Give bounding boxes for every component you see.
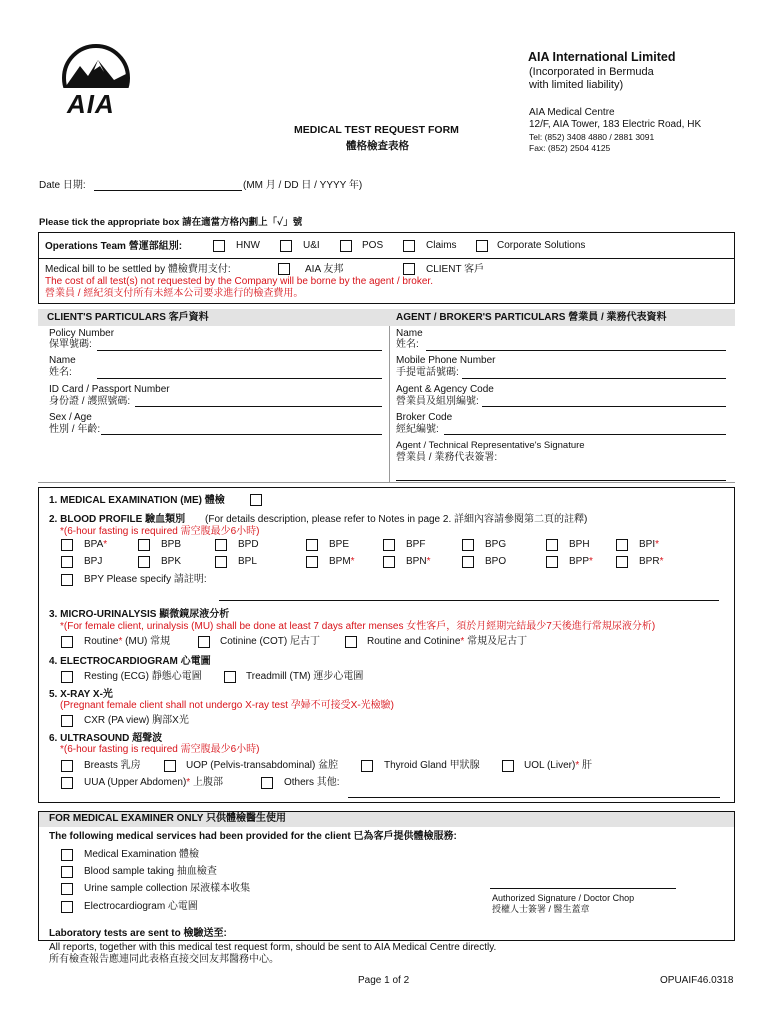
bp-bpg-checkbox[interactable]: [462, 539, 474, 551]
agent-code-field[interactable]: [482, 406, 726, 407]
svc-blood-label: Blood sample taking 抽血檢查: [84, 866, 217, 877]
ecg-resting-label: Resting (ECG) 靜態心電圖: [84, 671, 202, 682]
client-sex-label: Sex / Age: [49, 412, 92, 423]
instruction: Please tick the appropriate box 請在適當方格內劃上「✓」號: [39, 217, 303, 228]
bill-label: Medical bill to be settled by 體檢費用支付:: [45, 264, 231, 275]
mu-rc-checkbox[interactable]: [345, 636, 357, 648]
doctor-signature-label: Authorized Signature / Doctor Chop: [492, 893, 635, 903]
bill-note-en: The cost of all test(s) not requested by the Company will be borne by the agent / broker.: [45, 276, 433, 287]
bp-star: *: [350, 556, 355, 567]
bp-bpl-checkbox[interactable]: [215, 556, 227, 568]
bp-code: BPJ: [84, 556, 103, 567]
bp-code: BPH: [569, 539, 590, 550]
us-uua-star: *: [186, 777, 191, 788]
form-title-zh: 體格檢查表格: [346, 140, 409, 152]
svc-urine-label: Urine sample collection 尿液樣本收集: [84, 883, 251, 894]
bp-bpa-checkbox[interactable]: [61, 539, 73, 551]
centre-name: AIA Medical Centre: [529, 107, 615, 118]
reports-zh: 所有檢查報告應連同此表格直接交回友邦醫務中心。: [49, 954, 279, 965]
us-others-field[interactable]: [348, 797, 720, 798]
mu-cotinine-checkbox[interactable]: [198, 636, 210, 648]
ecg-resting-checkbox[interactable]: [61, 671, 73, 683]
bp-bpo-checkbox[interactable]: [462, 556, 474, 568]
client-heading: CLIENT'S PARTICULARS 客戶資料: [47, 312, 209, 323]
us-uua-text: UUA (Upper Abdomen): [84, 777, 187, 788]
bp-bpe-label: [329, 539, 349, 551]
bp-code: BPI: [639, 539, 656, 550]
mu-note: *(For female client, urinalysis (MU) shall be done at least 7 days after menses 女性客戶，須於月經期完結最少7天後進行常規尿液分析): [60, 621, 656, 632]
client-policy-label-zh: 保單號碼:: [49, 339, 92, 350]
client-id-label-zh: 身份證 / 護照號碼:: [49, 396, 131, 407]
bp-title: 2. BLOOD PROFILE 驗血類別: [49, 514, 186, 525]
ops-corporate-label: Corporate Solutions: [497, 240, 586, 251]
xray-note: (Pregnant female client shall not undergo X-ray test 孕婦不可接受X-光檢驗): [60, 700, 395, 711]
us-uol-text: UOL (Liver): [524, 760, 576, 771]
bp-bpn-label: [406, 556, 430, 568]
bp-star: *: [103, 539, 108, 550]
bp-bpf-checkbox[interactable]: [383, 539, 395, 551]
examiner-provided: The following medical services had been provided for the client 已為客戶提供體檢服務:: [49, 831, 457, 842]
client-sex-label-zh: 性別 / 年齡:: [49, 424, 101, 435]
bpy-field[interactable]: [219, 600, 719, 601]
client-name-label: Name: [49, 355, 76, 366]
centre-fax: Fax: (852) 2504 4125: [529, 143, 611, 153]
bp-bpr-label: [639, 556, 663, 568]
lab-label: Laboratory tests are sent to 檢驗送至:: [49, 928, 227, 939]
particulars-divider: [389, 326, 390, 482]
reports-en: All reports, together with this medical test request form, should be sent to AIA Medical Centre directly.: [49, 942, 497, 953]
ops-pos-label: POS: [362, 240, 384, 251]
client-policy-label: Policy Number: [49, 328, 115, 339]
bp-bpn-checkbox[interactable]: [383, 556, 395, 568]
ops-ui-checkbox[interactable]: [280, 240, 292, 252]
us-uol-checkbox[interactable]: [502, 760, 514, 772]
bp-bpj-checkbox[interactable]: [61, 556, 73, 568]
agent-name-label-zh: 姓名:: [396, 339, 419, 350]
me-checkbox[interactable]: [250, 494, 262, 506]
company-name: AIA International Limited: [528, 50, 676, 64]
agent-heading: AGENT / BROKER'S PARTICULARS 營業員 / 業務代表資料: [396, 312, 667, 323]
client-id-label: ID Card / Passport Number: [49, 384, 170, 395]
bp-bph-label: [569, 539, 590, 551]
agent-name-label: Name: [396, 328, 423, 339]
lab-field[interactable]: [264, 940, 716, 941]
date-format: (MM 月 / DD 日 / YYYY 年): [243, 180, 363, 191]
mu-rc-tail: 常規及尼古丁: [464, 636, 528, 647]
bp-code: BPA: [84, 539, 104, 550]
centre-address: 12/F, AIA Tower, 183 Electric Road, HK: [529, 119, 702, 130]
bp-bpi-checkbox[interactable]: [616, 539, 628, 551]
broker-code-label: Broker Code: [396, 412, 453, 423]
form-code: OPUAIF46.0318: [660, 975, 734, 986]
bp-bpk-label: [161, 556, 181, 568]
bp-code: BPO: [485, 556, 507, 567]
us-uol-star: *: [575, 760, 580, 771]
bp-bpg-label: [485, 539, 506, 551]
aia-logo: [58, 44, 134, 120]
bp-bpm-checkbox[interactable]: [306, 556, 318, 568]
ops-hnw-label: HNW: [236, 240, 260, 251]
form-title: MEDICAL TEST REQUEST FORM: [294, 124, 459, 136]
svc-blood-checkbox[interactable]: [61, 866, 73, 878]
bill-aia-label: AIA 友邦: [305, 264, 344, 275]
svc-urine-checkbox[interactable]: [61, 883, 73, 895]
bp-bpd-label: [238, 539, 259, 551]
bill-aia-checkbox[interactable]: [278, 263, 290, 275]
operations-label: Operations Team 營運部組別:: [45, 241, 183, 252]
broker-code-field[interactable]: [444, 434, 726, 435]
bp-bpm-label: [329, 556, 355, 568]
ecg-treadmill-checkbox[interactable]: [224, 671, 236, 683]
bp-bpb-checkbox[interactable]: [138, 539, 150, 551]
bp-bpr-checkbox[interactable]: [616, 556, 628, 568]
bp-code: BPR: [639, 556, 660, 567]
ecg-treadmill-label: Treadmill (TM) 運步心電圖: [246, 671, 364, 682]
bp-code: BPP: [569, 556, 590, 567]
ecg-title: 4. ELECTROCARDIOGRAM 心電圖: [49, 656, 211, 667]
bpy-checkbox[interactable]: [61, 574, 73, 586]
bp-code: BPM: [329, 556, 351, 567]
us-fasting-note: *(6-hour fasting is required 需空腹最少6小時): [60, 744, 260, 755]
date-field[interactable]: [94, 190, 242, 191]
us-others-label: Others 其他:: [284, 777, 340, 788]
me-title: 1. MEDICAL EXAMINATION (ME) 體檢: [49, 495, 225, 506]
client-sex-field[interactable]: [101, 434, 382, 435]
us-uol-label: [524, 760, 592, 772]
bp-bpi-label: [639, 539, 659, 551]
bp-bpd-checkbox[interactable]: [215, 539, 227, 551]
us-others-checkbox[interactable]: [261, 777, 273, 789]
agent-code-label-zh: 營業員及組別編號:: [396, 396, 479, 407]
bp-bpj-label: [84, 556, 102, 568]
us-thyroid-label: Thyroid Gland 甲狀腺: [384, 760, 480, 771]
xray-title: 5. X-RAY X-光: [49, 689, 113, 700]
bp-star: *: [659, 556, 664, 567]
us-thyroid-checkbox[interactable]: [361, 760, 373, 772]
ops-claims-checkbox[interactable]: [403, 240, 415, 252]
bp-fasting-note: *(6-hour fasting is required 需空腹最少6小時): [60, 526, 260, 537]
bp-bpb-label: [161, 539, 181, 551]
mu-cotinine-label: Cotinine (COT) 尼古丁: [220, 636, 321, 647]
us-breasts-checkbox[interactable]: [61, 760, 73, 772]
mu-rc-label: [367, 636, 527, 648]
svc-ecg-checkbox[interactable]: [61, 901, 73, 913]
logo-text: AIA: [67, 89, 115, 119]
bp-bpp-label: [569, 556, 593, 568]
bp-code: BPD: [238, 539, 259, 550]
bp-bpo-label: [485, 556, 506, 568]
agent-phone-label: Mobile Phone Number: [396, 355, 496, 366]
bp-bph-checkbox[interactable]: [546, 539, 558, 551]
mu-routine-text: Routine: [84, 636, 119, 647]
us-title: 6. ULTRASOUND 超聲波: [49, 733, 163, 744]
client-id-field[interactable]: [135, 406, 382, 407]
ops-hnw-checkbox[interactable]: [213, 240, 225, 252]
us-uua-tail: 上腹部: [190, 777, 223, 788]
mu-title: 3. MICRO-URINALYSIS 顯微鏡尿液分析: [49, 609, 230, 620]
client-name-label-zh: 姓名:: [49, 367, 72, 378]
svc-ecg-label: Electrocardiogram 心電圖: [84, 901, 198, 912]
examiner-heading: FOR MEDICAL EXAMINER ONLY 只供體檢醫生使用: [49, 813, 287, 824]
ops-ui-label: U&I: [303, 240, 320, 251]
bp-star: *: [655, 539, 660, 550]
ops-pos-checkbox[interactable]: [340, 240, 352, 252]
svc-me-label: Medical Examination 體檢: [84, 849, 200, 860]
agent-signature-label: Agent / Technical Representative's Signature: [396, 440, 585, 451]
doctor-signature-field[interactable]: [490, 888, 676, 889]
agent-name-field[interactable]: [426, 350, 726, 351]
ops-claims-label: Claims: [426, 240, 457, 251]
bp-code: BPK: [161, 556, 182, 567]
company-sub1: (Incorporated in Bermuda: [529, 66, 654, 78]
page-number: Page 1 of 2: [358, 975, 410, 986]
bp-code: BPE: [329, 539, 350, 550]
bill-client-checkbox[interactable]: [403, 263, 415, 275]
us-uua-label: [84, 777, 223, 789]
svc-me-checkbox[interactable]: [61, 849, 73, 861]
bill-client-label: CLIENT 客戶: [426, 264, 485, 275]
bp-bpp-checkbox[interactable]: [546, 556, 558, 568]
bp-star: *: [426, 556, 431, 567]
agent-code-label: Agent & Agency Code: [396, 384, 494, 395]
bp-code: BPB: [161, 539, 182, 550]
agent-signature-field[interactable]: [396, 480, 726, 481]
broker-code-label-zh: 經紀編號:: [396, 424, 439, 435]
operations-divider: [38, 258, 735, 259]
company-sub2: with limited liability): [529, 79, 624, 91]
xray-cxr-label: CXR (PA view) 胸部X光: [84, 715, 189, 726]
bp-code: BPF: [406, 539, 426, 550]
bp-code: BPL: [238, 556, 257, 567]
us-uop-checkbox[interactable]: [164, 760, 176, 772]
client-name-field[interactable]: [97, 378, 382, 379]
bp-desc: (For details description, please refer to Notes in page 2. 詳細內容請參閱第二頁的註釋): [205, 514, 588, 525]
client-policy-field[interactable]: [97, 350, 382, 351]
xray-cxr-checkbox[interactable]: [61, 715, 73, 727]
bp-code: BPG: [485, 539, 507, 550]
bill-note-zh: 營業員 / 經紀須支付所有未經本公司要求進行的檢查費用。: [45, 288, 304, 299]
mu-rc-star: *: [460, 636, 465, 647]
mu-rc-text: Routine and Cotinine: [367, 636, 461, 647]
doctor-signature-label-zh: 授權人士簽署 / 醫生蓋章: [492, 904, 590, 914]
bpy-label: BPY Please specify 請註明:: [84, 574, 207, 585]
mu-routine-star: *: [118, 636, 123, 647]
bp-code: BPN: [406, 556, 427, 567]
bp-bpl-label: [238, 556, 257, 568]
bp-bpf-label: [406, 539, 425, 551]
mu-routine-label: [84, 636, 170, 648]
bp-bpa-label: [84, 539, 107, 551]
agent-phone-label-zh: 手提電話號碼:: [396, 367, 459, 378]
us-uop-label: UOP (Pelvis-transabdominal) 盆腔: [186, 760, 339, 771]
bp-star: *: [589, 556, 593, 567]
particulars-bottom-border: [38, 482, 735, 483]
mu-routine-tail: (MU) 常規: [122, 636, 171, 647]
date-label: Date 日期:: [39, 180, 86, 191]
bp-bpe-checkbox[interactable]: [306, 539, 318, 551]
centre-tel: Tel: (852) 3408 4880 / 2881 3091: [529, 132, 655, 142]
agent-phone-field[interactable]: [462, 378, 726, 379]
us-uol-tail: 肝: [579, 760, 592, 771]
mu-routine-checkbox[interactable]: [61, 636, 73, 648]
us-breasts-label: Breasts 乳房: [84, 760, 141, 771]
us-uua-checkbox[interactable]: [61, 777, 73, 789]
ops-corporate-checkbox[interactable]: [476, 240, 488, 252]
bp-bpk-checkbox[interactable]: [138, 556, 150, 568]
agent-signature-label-zh: 營業員 / 業務代表簽署:: [396, 452, 498, 463]
